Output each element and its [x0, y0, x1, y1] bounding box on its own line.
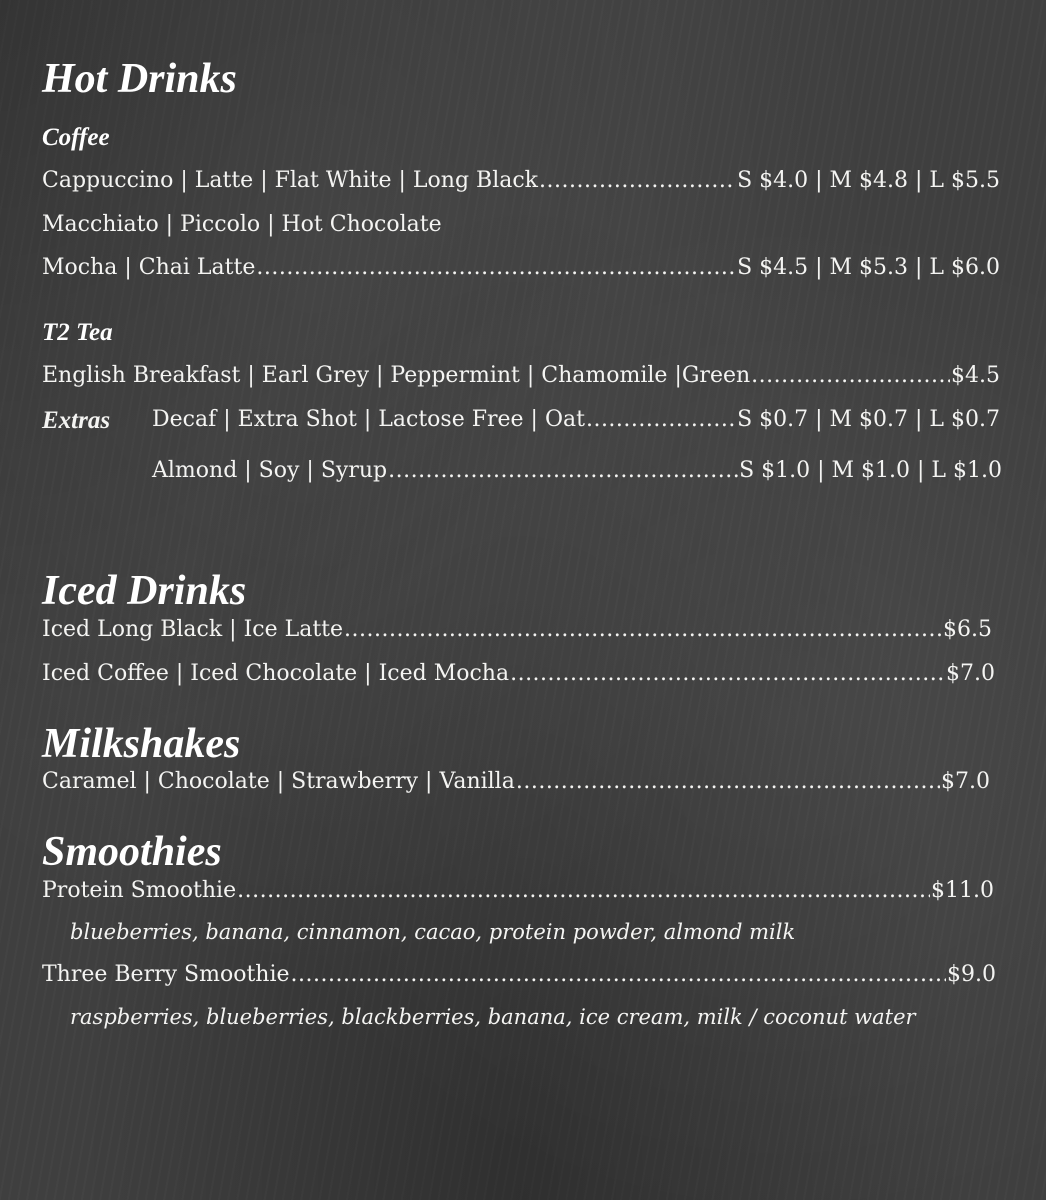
menu-item-iced-1	[42, 619, 992, 641]
dot-leader	[586, 409, 736, 431]
menu-item-coffee-1	[42, 170, 1000, 192]
item-price: S $4.0 | M $4.8 | L $5.5	[737, 168, 1000, 193]
item-price: S $1.0 | M $1.0 | L $1.0	[739, 458, 1002, 483]
menu-item-extras-1	[152, 409, 1000, 431]
item-name: Protein Smoothie	[42, 878, 237, 903]
dot-leader	[516, 771, 940, 793]
dot-leader	[388, 460, 738, 482]
item-price: $4.5	[951, 363, 1000, 388]
item-price: $6.5	[943, 617, 992, 642]
menu-item-iced-2	[42, 663, 995, 685]
menu-item-coffee-3	[42, 257, 1000, 279]
dot-leader	[291, 964, 946, 986]
item-name: Almond | Soy | Syrup	[152, 458, 388, 483]
dot-leader	[256, 257, 736, 279]
menu-item-extras-2	[152, 460, 1002, 482]
item-name: Macchiato | Piccolo | Hot Chocolate	[42, 212, 442, 237]
menu-item-coffee-2	[42, 214, 442, 236]
dot-leader	[539, 170, 736, 192]
item-name: Iced Coffee | Iced Chocolate | Iced Mocha	[42, 661, 510, 686]
section-title-hot-drinks: Hot Drinks	[42, 56, 237, 102]
item-name: English Breakfast | Earl Grey | Peppermint | Chamomile |Green	[42, 363, 751, 388]
smoothie-ingredients: blueberries, banana, cinnamon, cacao, protein powder, almond milk	[70, 920, 796, 944]
menu-item-smoothie-2	[42, 964, 996, 986]
item-name: Iced Long Black | Ice Latte	[42, 617, 344, 642]
dot-leader	[237, 880, 930, 902]
section-title-milkshakes: Milkshakes	[42, 721, 241, 767]
menu-item-milkshake-1	[42, 771, 990, 793]
section-title-smoothies: Smoothies	[42, 829, 222, 875]
menu-item-smoothie-1	[42, 880, 994, 902]
section-title-iced-drinks: Iced Drinks	[42, 568, 247, 614]
dot-leader	[344, 619, 942, 641]
dot-leader	[510, 663, 945, 685]
item-price: $11.0	[931, 878, 994, 903]
item-price: $7.0	[946, 661, 995, 686]
item-name: Caramel | Chocolate | Strawberry | Vanilla	[42, 769, 515, 794]
menu-item-tea-1	[42, 365, 1000, 387]
item-name: Three Berry Smoothie	[42, 962, 290, 987]
extras-label: Extras	[42, 407, 111, 434]
item-price: $9.0	[947, 962, 996, 987]
subsection-title-tea: T2 Tea	[42, 319, 113, 346]
item-price: $7.0	[941, 769, 990, 794]
subsection-title-coffee: Coffee	[42, 124, 110, 151]
item-name: Decaf | Extra Shot | Lactose Free | Oat	[152, 407, 585, 432]
smoothie-ingredients: raspberries, blueberries, blackberries, banana, ice cream, milk / coconut water	[70, 1005, 916, 1029]
item-price: S $4.5 | M $5.3 | L $6.0	[737, 255, 1000, 280]
item-name: Cappuccino | Latte | Flat White | Long Black	[42, 168, 538, 193]
item-price: S $0.7 | M $0.7 | L $0.7	[737, 407, 1000, 432]
item-name: Mocha | Chai Latte	[42, 255, 256, 280]
dot-leader	[751, 365, 950, 387]
